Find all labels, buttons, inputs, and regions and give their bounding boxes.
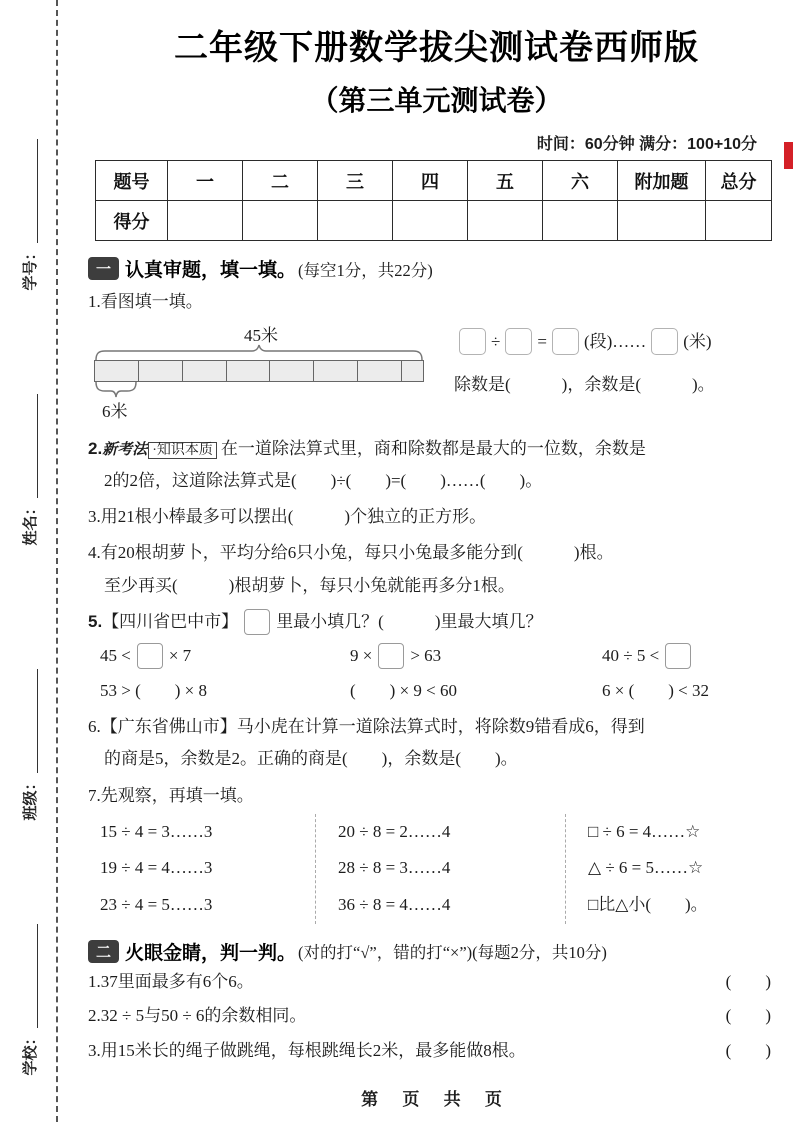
score-table [95,160,772,241]
unit-length-label: 6米 [102,402,128,422]
question-s1-6-line1: 6.【广东省佛山市】马小虎在计算一道除法算式时，将除数9错看成6，得到 [88,716,645,736]
score-table-cell-5: 五 [468,161,543,201]
question-s1-2-number: 2. [88,438,103,458]
section-one-header [88,255,785,282]
question-s1-3-text: 3.用21根小棒最多可以摆出( )个独立的正方形。 [88,507,487,527]
score-table-cell-4: 四 [393,161,468,201]
answer-box [137,643,163,669]
side-field-school [14,900,44,1100]
question-s1-2 [88,433,785,498]
question-s1-6-line2: 的商是5，余数是2。正确的商是( )，余数是( )。 [104,749,518,769]
bar-segment [313,360,358,382]
score-table-header-row [96,161,772,201]
question-s1-5 [88,606,785,707]
score-table-cell-2: 二 [243,161,318,201]
unit-duan: (段) [583,332,613,352]
rope-bar [94,360,424,382]
answer-box [651,328,678,355]
bar-segment [182,360,227,382]
school-blank-line [20,925,38,1029]
score-cell [468,201,543,241]
section-one-number-badge: 一 [88,257,119,280]
class-blank-line [20,670,38,774]
section-two-header [88,938,785,965]
unit-mi: (米) [683,332,712,352]
answer-box [505,328,532,355]
judge-item-text: 1.37里面最多有6个6。 [88,971,254,991]
score-table-cell-3: 三 [318,161,393,201]
answer-box [665,643,691,669]
score-cell [168,201,243,241]
binding-dashed-line [56,0,58,1122]
divide-operator: ÷ [491,332,501,352]
judge-item-2 [88,999,785,1034]
score-row-label: 得分 [96,201,168,241]
score-cell [318,201,393,241]
name-label: 姓名： [21,500,39,546]
page-footer: 第 页 共 页 [361,1090,512,1109]
question-s1-1 [88,286,785,429]
inequality-right: > 63 [410,646,442,666]
inequality-expression: 6 × ( ) < 32 [602,680,709,700]
bar-segment [269,360,314,382]
question-s1-5-row1 [88,640,785,672]
side-field-student-id [14,115,44,315]
question-s1-5-row2 [88,675,785,707]
question-s1-2-line1: 在一道除法算式里，商和除数都是最大的一位数，余数是 [220,438,646,458]
judge-answer-parens: ( ) [725,1006,771,1026]
school-label: 学校： [21,1030,39,1076]
inequality-left: 45 < [100,646,131,666]
question-s1-3 [88,501,785,533]
bar-segment-half [401,360,424,382]
question-s1-1-body [88,320,785,428]
inequality-expression: ( ) × 9 < 60 [350,680,457,700]
section-one-points-note: (每空1分，共22分) [298,260,433,280]
answer-box [552,328,579,355]
question-s1-7-text: 7.先观察，再填一填。 [88,785,254,805]
division-equation: 28 ÷ 8 = 3……4 [338,858,451,878]
question-s1-1-text: 1.看图填一填。 [88,292,203,311]
red-edge-marker [784,142,793,169]
question-s1-7-grid [88,814,785,924]
score-cell [618,201,706,241]
bar-segment [226,360,271,382]
division-equation: 36 ÷ 8 = 4……4 [338,894,451,914]
answer-box [459,328,486,355]
page-subtitle: （第三单元测试卷） [310,85,563,116]
bar-segment [94,360,139,382]
score-cell [243,201,318,241]
knowledge-essence-badge: ·知识本质 [148,442,217,459]
total-length-label: 45米 [244,326,278,346]
score-table-cell-bonus: 附加题 [618,161,706,201]
question-s1-5-number: 5. [88,612,103,632]
student-id-label: 学号： [21,245,39,291]
question-s1-4-line2: 至少再买( )根胡萝卜，每只小兔就能再多分1根。 [104,575,515,595]
score-cell [706,201,772,241]
judge-item-text: 3.用15米长的绳子做跳绳，每根跳绳长2米，最多能做8根。 [88,1041,526,1061]
division-equation: 15 ÷ 4 = 3……3 [100,821,213,841]
bar-segment [357,360,402,382]
time-score-info: 时间：60分钟 满分：100+10分 [536,136,757,153]
score-cell [393,201,468,241]
question-s1-5-source: 【四川省巴中市】 [102,612,239,632]
student-id-blank-line [20,140,38,244]
score-table-score-row [96,201,772,241]
question-s1-1-equation [428,320,785,428]
equals-operator: = [537,332,547,352]
score-table-cell-1: 一 [168,161,243,201]
symbol-equation: △ ÷ 6 = 5……☆ [588,858,704,878]
judge-answer-parens: ( ) [725,971,771,991]
bar-segment [138,360,183,382]
answer-box [378,643,404,669]
section-two-points-note: (对的打“√”，错的打“×”)(每题2分，共10分) [298,943,607,962]
question-s1-5-intro: 里最小填几？( )里最大填几？ [276,612,543,632]
division-equation: 19 ÷ 4 = 4……3 [100,858,213,878]
inequality-left: 9 × [350,646,373,666]
answer-box [244,609,270,635]
segmented-bar-diagram [88,320,428,428]
judge-item-text: 2.32 ÷ 5与50 ÷ 6的余数相同。 [88,1006,307,1026]
division-equation: 20 ÷ 8 = 2……4 [338,821,451,841]
judge-answer-parens: ( ) [725,1041,771,1061]
section-one-title: 认真审题，填一填。 [125,260,297,281]
inequality-right: × 7 [168,646,192,666]
division-column-1 [100,814,315,924]
division-column-2 [315,814,565,924]
side-field-class [14,645,44,845]
question-s1-6 [88,711,785,776]
name-blank-line [20,395,38,499]
paper-content [88,0,785,1069]
class-label: 班级： [21,775,39,821]
score-table-cell-6: 六 [543,161,618,201]
page-title: 二年级下册数学拔尖测试卷西师版 [174,29,699,67]
section-two-title: 火眼金睛，判一判。 [125,942,297,964]
division-column-3 [565,814,785,924]
question-s1-2-line2: 2的2倍，这道除法算式是( )÷( )=( )……( )。 [104,470,543,490]
symbol-equation: □比△小( )。 [588,894,708,914]
score-table-cell-total: 总分 [706,161,772,201]
question-s1-1-line2: 除数是( )，余数是( )。 [454,374,715,394]
inequality-expression: 53 > ( ) × 8 [100,680,207,700]
score-cell [543,201,618,241]
section-two-number-badge: 二 [88,940,119,963]
inequality-left: 40 ÷ 5 < [602,646,660,666]
question-s1-4-line1: 4.有20根胡萝卜，平均分给6只小兔，每只小兔最多能分到( )根。 [88,543,614,563]
judge-item-1 [88,965,785,1000]
new-method-badge: 新考法 [102,440,148,458]
side-field-name [14,370,44,570]
judge-item-3 [88,1034,785,1069]
score-table-cell-label: 题号 [96,161,168,201]
question-s1-7 [88,780,785,924]
division-equation: 23 ÷ 4 = 5……3 [100,894,213,914]
question-s1-4 [88,537,785,602]
top-brace [94,344,424,360]
symbol-equation: □ ÷ 6 = 4……☆ [588,821,701,841]
remainder-dots: …… [612,332,647,352]
